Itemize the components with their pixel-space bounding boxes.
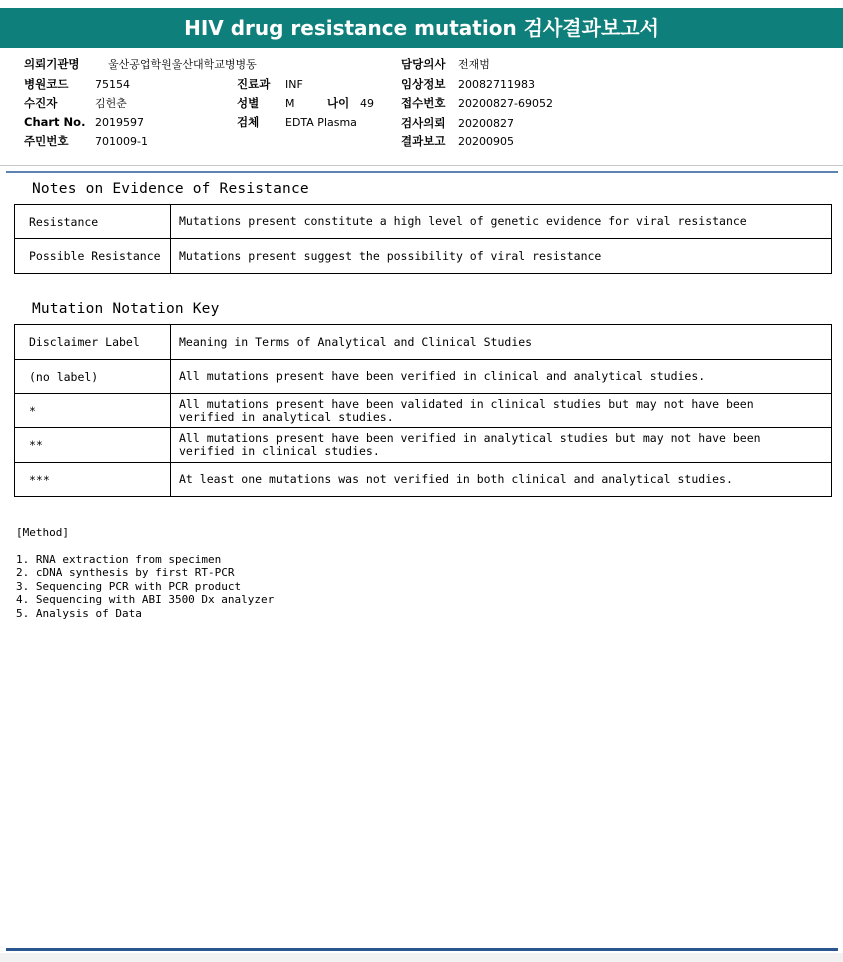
- specimen-field: [237, 114, 357, 130]
- table-row: [15, 428, 832, 463]
- key-text-cell: All mutations present have been verified in analytical studies but may not have been verified in clinical studies.: [171, 428, 832, 463]
- notes-label-cell: Resistance: [15, 205, 171, 239]
- list-item: 4. Sequencing with ABI 3500 Dx analyzer: [16, 593, 275, 606]
- table-row: [15, 463, 832, 497]
- test-request-label: 검사의뢰: [401, 116, 446, 130]
- key-text-cell: All mutations present have been verified in clinical and analytical studies.: [171, 360, 832, 394]
- table-row: [15, 239, 832, 274]
- table-row: [15, 394, 832, 428]
- clinical-info-label: 임상정보: [401, 77, 446, 91]
- page-bottom-strip: [0, 953, 843, 962]
- key-text-cell: At least one mutations was not verified in both clinical and analytical studies.: [171, 463, 832, 497]
- hospital-code-label: 병원코드: [24, 77, 69, 91]
- notes-text-cell: Mutations present suggest the possibility of viral resistance: [171, 239, 832, 274]
- department-field: [237, 76, 303, 92]
- test-request-value: 20200827: [458, 117, 514, 130]
- key-label-cell: Disclaimer Label: [15, 325, 171, 360]
- sex-value: M: [285, 97, 295, 110]
- sex-field: [237, 95, 295, 111]
- method-title: [Method]: [16, 526, 69, 539]
- key-text-cell: All mutations present have been validated in clinical studies but may not have been verified in analytical studies.: [171, 394, 832, 428]
- institution-value: 울산공업학원울산대학교병병동: [108, 58, 257, 71]
- receipt-no-field: [401, 95, 553, 111]
- result-report-value: 20200905: [458, 135, 514, 148]
- key-title: Mutation Notation Key: [32, 301, 220, 317]
- header-info: [0, 50, 843, 164]
- key-label-cell: **: [15, 428, 171, 463]
- key-table: [14, 324, 832, 497]
- doctor-label: 담당의사: [401, 57, 446, 71]
- section-divider: [6, 171, 838, 173]
- list-item: 1. RNA extraction from specimen: [16, 552, 222, 566]
- patient-label: 수진자: [24, 96, 58, 110]
- chart-no-value: 2019597: [95, 116, 144, 129]
- list-item: 5. Analysis of Data: [16, 606, 142, 620]
- key-label-cell: ***: [15, 463, 171, 497]
- doctor-value: 전재범: [458, 58, 490, 71]
- resident-no-field: [24, 133, 148, 149]
- notes-title: Notes on Evidence of Resistance: [32, 181, 309, 197]
- clinical-info-value: 20082711983: [458, 78, 535, 91]
- specimen-value: EDTA Plasma: [285, 116, 357, 129]
- result-report-label: 결과보고: [401, 134, 446, 148]
- result-report-field: [401, 133, 514, 149]
- hospital-code-value: 75154: [95, 78, 130, 91]
- footer-divider: [6, 948, 838, 951]
- chart-no-label: Chart No.: [24, 115, 86, 129]
- clinical-info-field: [401, 76, 535, 92]
- chart-no-field: [24, 115, 144, 129]
- table-row: [15, 360, 832, 394]
- table-row: [15, 325, 832, 360]
- key-label-cell: (no label): [15, 360, 171, 394]
- table-row: [15, 205, 832, 239]
- age-value: 49: [360, 97, 374, 110]
- institution-label: 의뢰기관명: [24, 57, 80, 71]
- department-label: 진료과: [237, 77, 271, 91]
- resident-no-label: 주민번호: [24, 134, 69, 148]
- age-label: 나이: [327, 96, 350, 110]
- doctor-field: [401, 56, 490, 72]
- list-item: 3. Sequencing PCR with PCR product: [16, 579, 242, 593]
- list-item: 2. cDNA synthesis by first RT-PCR: [16, 566, 235, 579]
- method-section: [16, 526, 274, 620]
- resident-no-value: 701009-1: [95, 135, 148, 148]
- department-value: INF: [285, 78, 303, 91]
- patient-value: 김헌춘: [95, 97, 127, 110]
- key-label-cell: *: [15, 394, 171, 428]
- notes-label-cell: Possible Resistance: [15, 239, 171, 274]
- test-request-field: [401, 115, 514, 131]
- receipt-no-value: 20200827-69052: [458, 97, 553, 110]
- receipt-no-label: 접수번호: [401, 96, 446, 110]
- age-field: [327, 95, 374, 111]
- institution-field: [24, 56, 257, 72]
- notes-table: [14, 204, 832, 274]
- sex-label: 성별: [237, 96, 260, 110]
- method-steps: [16, 553, 274, 621]
- patient-field: [24, 95, 127, 111]
- specimen-label: 검체: [237, 115, 260, 129]
- header-divider: [0, 165, 843, 166]
- key-text-cell: Meaning in Terms of Analytical and Clinical Studies: [171, 325, 832, 360]
- hospital-code-field: [24, 76, 130, 92]
- notes-text-cell: Mutations present constitute a high level of genetic evidence for viral resistance: [171, 205, 832, 239]
- report-title: HIV drug resistance mutation 검사결과보고서: [0, 8, 843, 48]
